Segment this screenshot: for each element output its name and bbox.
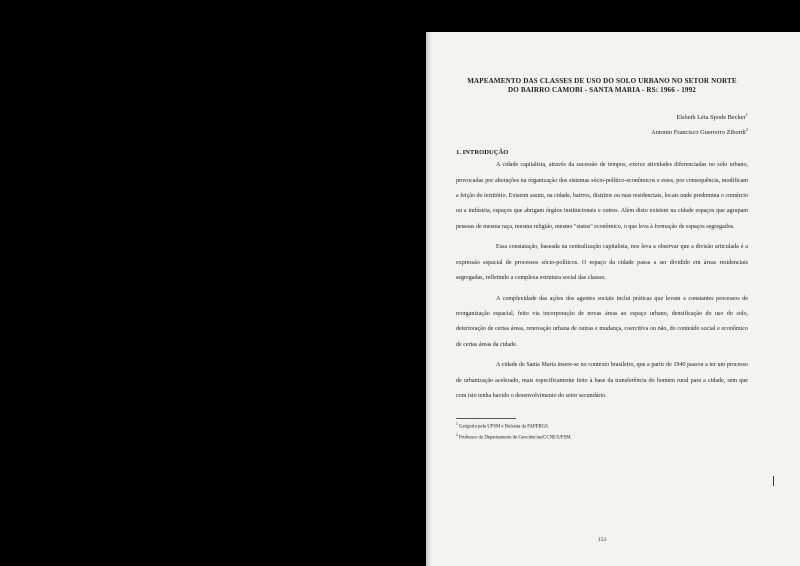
footnote-text: Professor do Departamento de Geociências/CCNE/UFSM. (459, 435, 572, 441)
page-number: 153 (597, 537, 607, 543)
footnote-mark: 2 (456, 432, 458, 437)
page-edge-shadow (426, 32, 432, 566)
author-name: Antonio Francisco Guerreiro Zibordi (651, 129, 746, 137)
footnote-2 (456, 432, 748, 442)
footnote-1 (456, 421, 748, 431)
author-block (456, 109, 748, 139)
title-line-2: DO BAIRRO CAMOBI - SANTA MARIA - RS: 1966 - 1992 (508, 86, 696, 94)
scanned-page (426, 32, 800, 566)
author-name: Elsbeth Léia Spode Becker (676, 114, 746, 122)
author-1 (456, 109, 748, 124)
paragraph-4: A cidade de Santa Maria insere-se no contexto brasileiro, que a partir de 1940 passou a ter um processo de urbanização acelerado, mais especificamente feito à base da transferência do homem rural para a cidade, sem que com isto tenha havido o desenvolvimento do setor secundário. (456, 362, 748, 399)
footnote-text: Geógrafa pela UFSM e Bolsista da FAPERGS. (459, 424, 550, 430)
margin-mark (773, 476, 774, 486)
title-line-1: MAPEAMENTO DAS CLASSES DE USO DO SOLO URBANO NO SETOR NORTE (467, 77, 737, 85)
paragraph-1: A cidade capitalista, através da sucessão de tempos, exerce atividades diferenciadas no solo urbano, provocadas por alterações na organização dos sistemas sócio-político-econômicos e estes, por consequência, modificam a feição do território. Existem assim, na cidade, bairros, distritos ou ruas residenciais, locais onde predomina o comércio ou a indústria, espaços que abrigam órgãos institucionais e outros. Além disto existem na cidade espaços que agrupam pessoas de mesma raça, mesma religião, mesmo "status" econômico, o que leva à formação de espaços segregados. (456, 162, 748, 230)
body-text (456, 158, 748, 404)
author-2 (456, 124, 748, 139)
page-content (456, 77, 748, 543)
section-heading: 1. INTRODUÇÃO (456, 149, 509, 157)
author-footnote-mark: 2 (745, 127, 748, 133)
footnotes (456, 421, 748, 441)
article-title (456, 77, 748, 95)
footnote-mark: 1 (456, 422, 458, 427)
author-footnote-mark: 1 (745, 112, 748, 117)
paragraph-2: Essa constatação, baseada na centralização capitalista, nos leva a observar que a divisão articulada é a expressão espacial de processos sócio-políticos. O espaço da cidade passa a ser dividido em áreas residenciais segregadas, refletindo a complexa estrutura social das classes. (456, 244, 748, 282)
footnote-divider (456, 418, 516, 419)
paragraph-3: A complexidade das ações dos agentes sociais inclui práticas que levam a constantes processos de reorganização espacial, feito via incorporação de novas áreas ao espaço urbano, densificação do uso do solo, deterioração de certas áreas, renovação urbana de outras e mudança, coercitiva ou não, do conteúdo social e econômico de certas áreas da cidade. (456, 295, 748, 348)
